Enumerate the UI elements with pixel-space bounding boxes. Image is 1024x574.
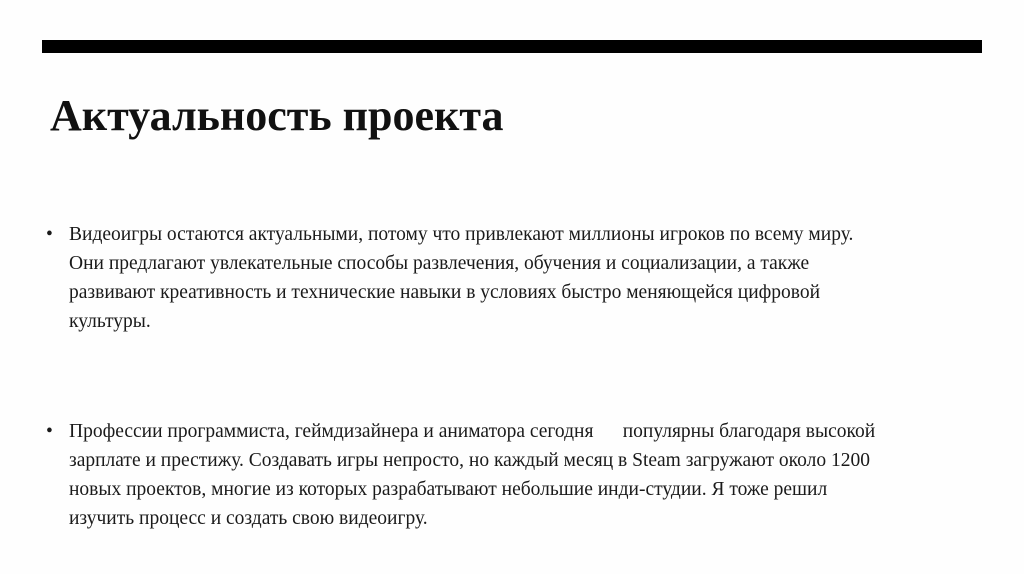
bullet-line: Они предлагают увлекательные способы развлечения, обучения и социализации, а также	[69, 253, 810, 274]
bullet-line: Профессии программиста, геймдизайнера и аниматора сегодня популярны благодаря высокой	[69, 421, 876, 442]
bullet-line: культуры.	[69, 311, 151, 332]
bullet-marker: •	[46, 224, 53, 245]
bullet-line: изучить процесс и создать свою видеоигру.	[69, 508, 428, 529]
top-accent-bar	[42, 40, 982, 53]
bullet-item	[46, 220, 966, 336]
bullet-item	[46, 417, 966, 533]
bullet-line: новых проектов, многие из которых разрабатывают небольшие инди-студии. Я тоже решил	[69, 479, 828, 500]
bullet-line: Видеоигры остаются актуальными, потому что привлекают миллионы игроков по всему миру.	[69, 224, 854, 245]
bullet-line: развивают креативность и технические навыки в условиях быстро меняющейся цифровой	[69, 282, 821, 303]
bullet-text	[69, 417, 966, 533]
bullet-line: зарплате и престижу. Создавать игры непросто, но каждый месяц в Steam загружают около 1200	[69, 450, 870, 471]
bullet-text	[69, 220, 966, 336]
slide-title: Актуальность проекта	[50, 91, 504, 140]
bullet-marker: •	[46, 421, 53, 442]
